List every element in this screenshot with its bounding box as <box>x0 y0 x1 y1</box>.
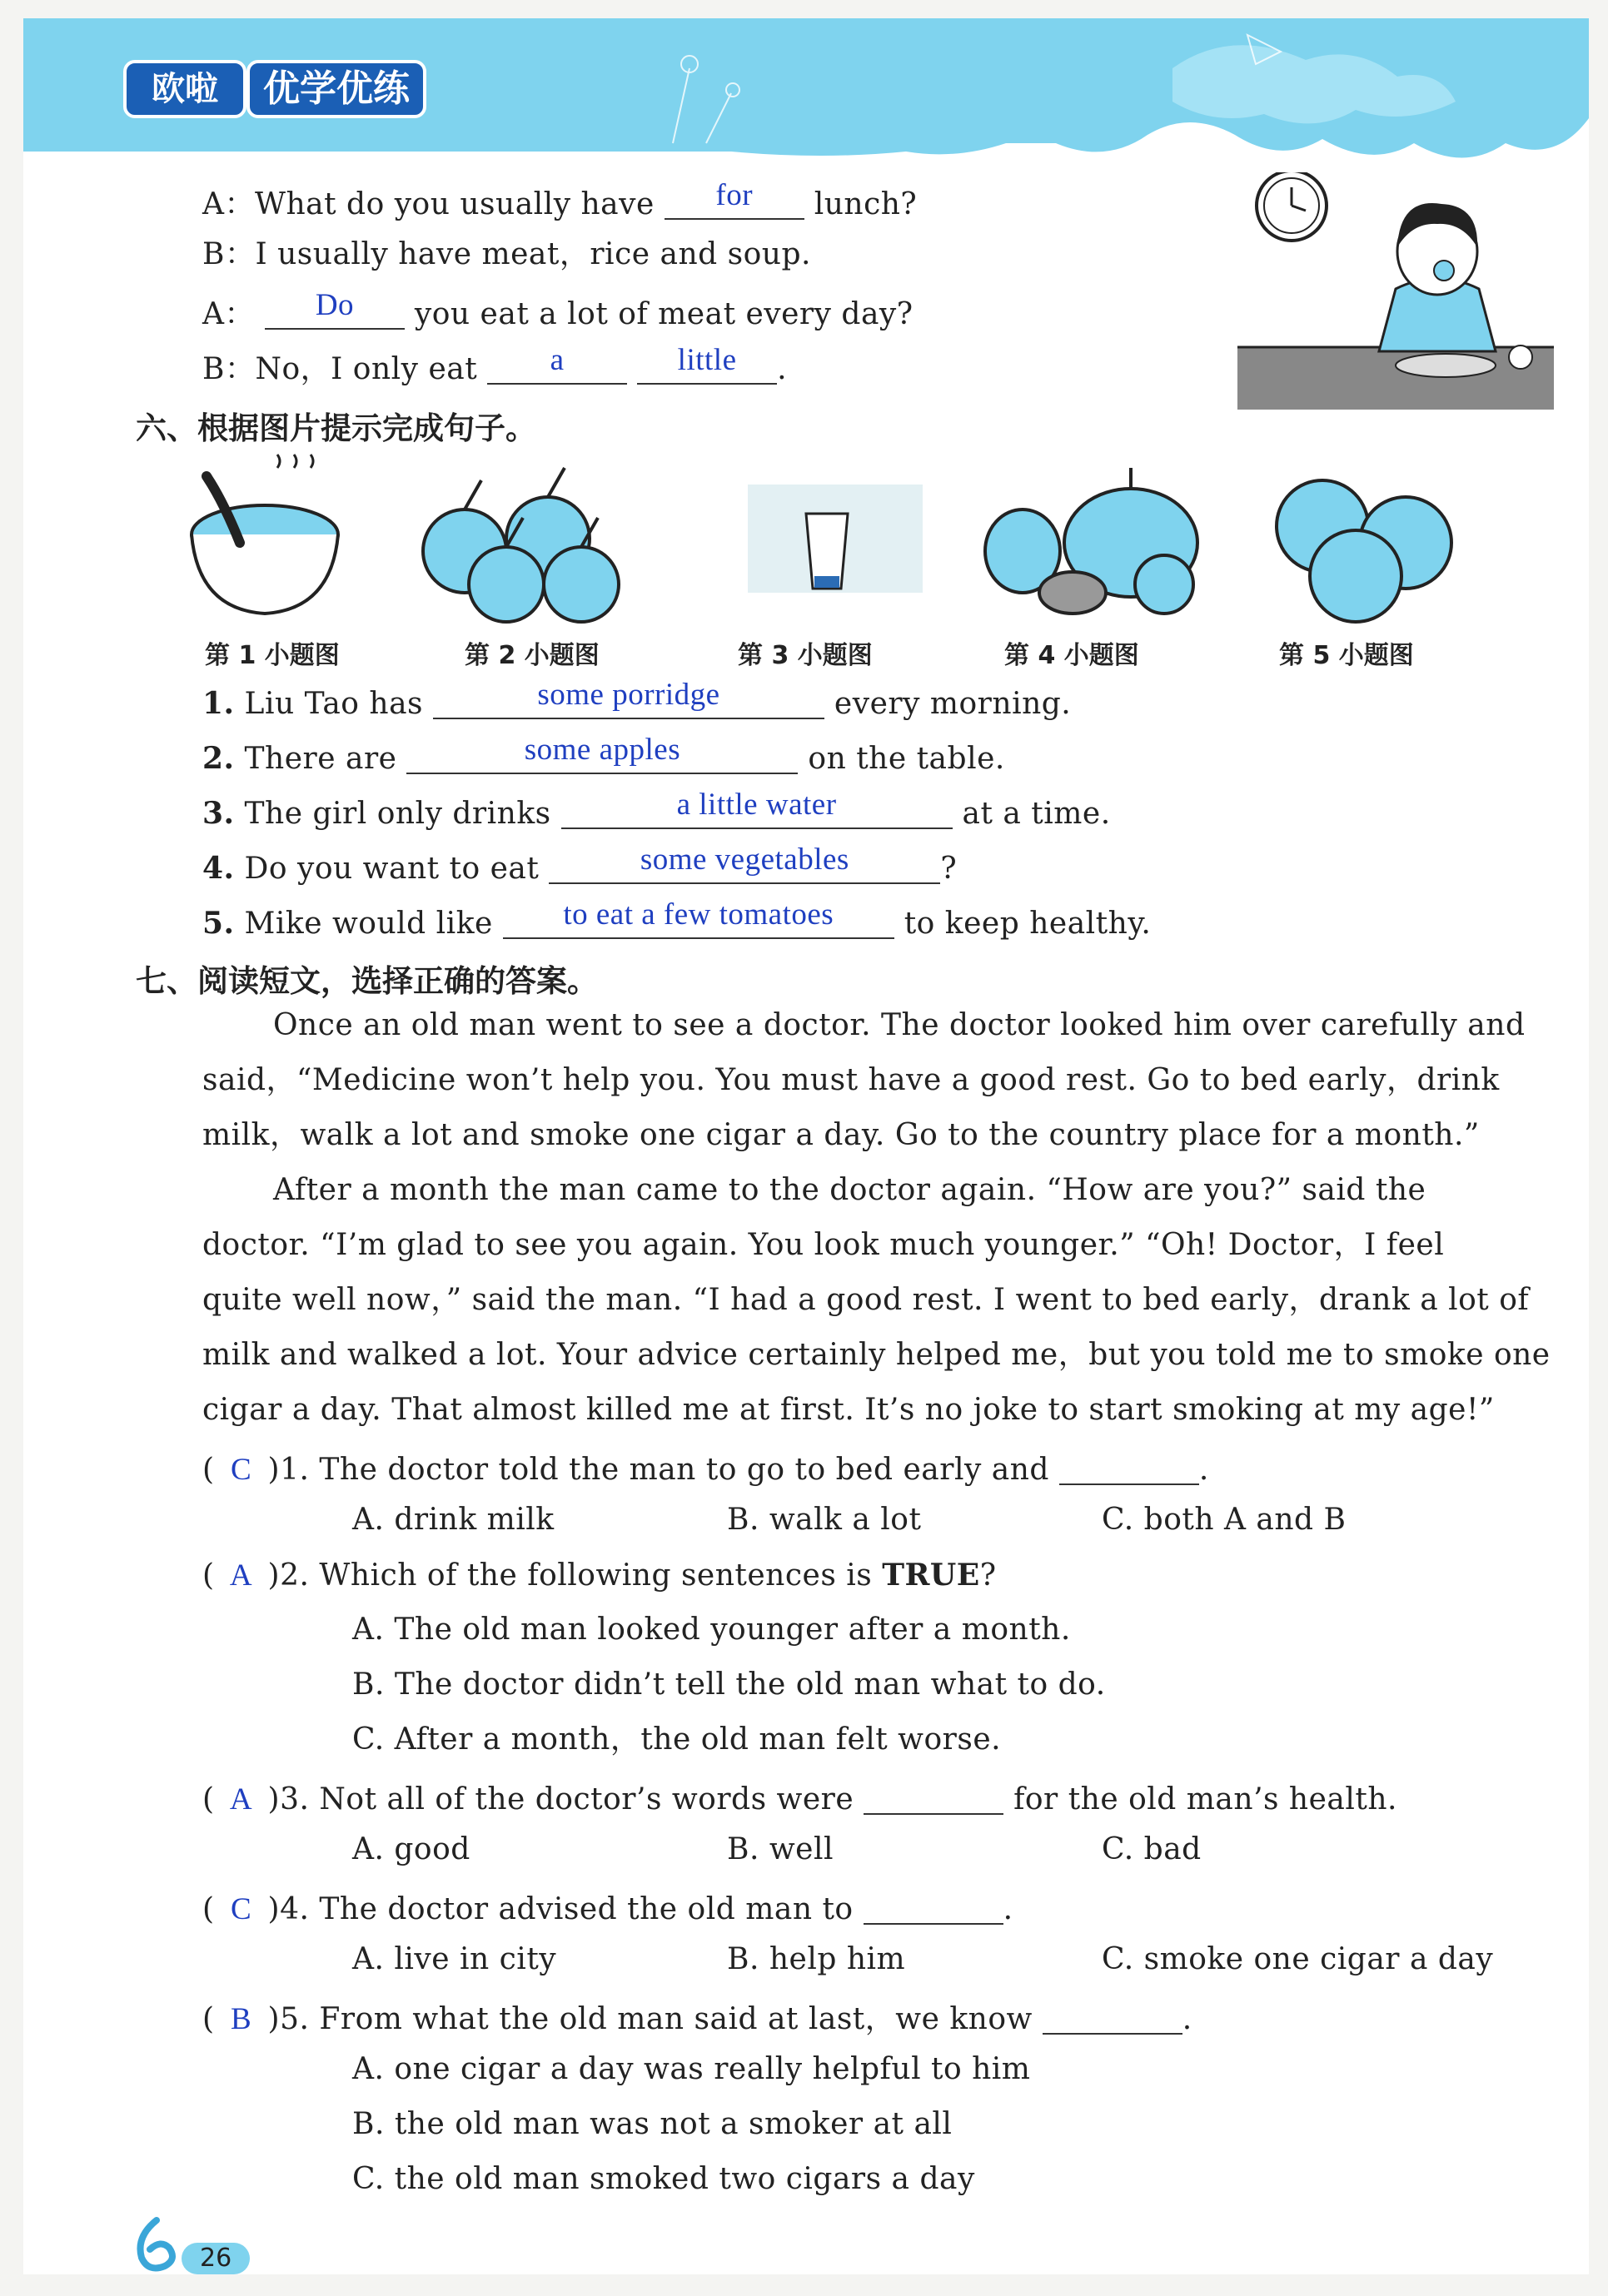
answer-blank <box>503 897 894 939</box>
question-1: ( C )1. The doctor told the man to go to bed early and . <box>202 1450 1209 1485</box>
option: A. one cigar a day was really helpful to him <box>352 2052 1031 2086</box>
question-3: ( A )3. Not all of the doctor’s words were for the old man’s health. <box>202 1780 1397 1815</box>
dialogue-text: B：I usually have meat，rice and soup. <box>202 237 811 271</box>
item-text: on the table. <box>808 742 1005 776</box>
option: B. help him <box>727 1942 906 1976</box>
option: C. After a month，the old man felt worse. <box>352 1722 1002 1757</box>
question-stem: Which of the following sentences is <box>319 1558 873 1593</box>
option: A. The old man looked younger after a month. <box>352 1613 1071 1647</box>
answer-blank <box>637 343 777 385</box>
dialogue-text: . <box>777 352 788 386</box>
picture-caption-4: 第 4 小题图 <box>1004 641 1139 670</box>
answer-text: some porridge <box>537 678 720 712</box>
question-number: )2. <box>267 1558 310 1593</box>
option: C. bad <box>1102 1832 1202 1866</box>
passage-line: quite well now，” said the man. “I had a good rest. I went to bed early，drank a lot of <box>202 1283 1530 1317</box>
answer-blank <box>561 788 953 829</box>
answer-blank <box>864 1780 1003 1815</box>
item-text: Mike would like <box>244 907 493 941</box>
page <box>23 18 1589 2274</box>
dialogue-text: you eat a lot of meat every day? <box>414 297 914 331</box>
answer-blank <box>864 1890 1003 1925</box>
section-6-title: 六、根据图片提示完成句子。 <box>136 410 536 446</box>
passage-line: doctor. “I’m glad to see you again. You look much younger.” “Oh! Doctor，I feel <box>202 1228 1445 1262</box>
header-title: 优学优练 <box>246 60 426 118</box>
page-number: 26 <box>182 2243 250 2274</box>
answer-blank <box>549 842 940 884</box>
boy-eating-illustration <box>1237 172 1554 410</box>
item-text: The girl only drinks <box>244 797 551 831</box>
question-number: )4. <box>267 1892 310 1926</box>
item-text: There are <box>244 742 397 776</box>
answer-blank <box>265 288 405 330</box>
question-number: )5. <box>267 2002 310 2036</box>
vegetables-picture <box>985 468 1197 614</box>
item-number: 4. <box>202 851 235 886</box>
option: C. smoke one cigar a day <box>1102 1942 1494 1976</box>
dialogue-line-3 <box>202 288 914 331</box>
answer-blank <box>433 678 824 719</box>
question-stem: ? <box>979 1558 997 1593</box>
question-stem: . <box>1003 1892 1013 1926</box>
question-answer: B <box>230 2002 252 2036</box>
dialogue-text: A： <box>202 297 255 331</box>
header-brand-badge: 欧啦 <box>123 60 246 118</box>
section-7-title: 七、阅读短文，选择正确的答案。 <box>136 963 598 999</box>
fill-item-1 <box>202 678 1072 721</box>
item-text: to keep healthy. <box>904 907 1152 941</box>
fill-item-3 <box>202 788 1111 831</box>
answer-text: Do <box>315 288 355 322</box>
porridge-bowl-picture <box>192 455 338 614</box>
option: B. The doctor didn’t tell the old man what to do. <box>352 1667 1106 1702</box>
question-stem: Not all of the doctor’s words were <box>319 1782 854 1816</box>
answer-text: a little water <box>676 788 837 822</box>
question-stem: for the old man’s health. <box>1013 1782 1397 1816</box>
answer-blank <box>406 733 798 774</box>
passage-line: After a month the man came to the doctor again. “How are you?” said the <box>273 1173 1426 1207</box>
question-answer: C <box>230 1892 252 1926</box>
question-5: ( B )5. From what the old man said at last，we know . <box>202 2000 1192 2035</box>
answer-text: a <box>550 343 565 377</box>
option: A. live in city <box>352 1942 557 1976</box>
tomatoes-picture <box>1277 480 1451 622</box>
item-number: 2. <box>202 741 235 776</box>
question-stem: . <box>1198 1453 1209 1487</box>
picture-caption-3: 第 3 小题图 <box>738 641 873 670</box>
item-number: 5. <box>202 906 235 941</box>
question-answer: A <box>229 1782 253 1816</box>
item-text: Do you want to eat <box>244 852 540 886</box>
answer-blank <box>665 178 804 220</box>
option: B. walk a lot <box>727 1503 922 1537</box>
dialogue-line-4 <box>202 343 788 386</box>
page-number-swirl-icon <box>132 2216 182 2274</box>
passage-line: milk and walked a lot. Your advice certainly helped me，but you told me to smoke one <box>202 1338 1551 1372</box>
section-6-pictures <box>190 451 1489 626</box>
option: A. drink milk <box>352 1503 555 1537</box>
picture-caption-2: 第 2 小题图 <box>465 641 600 670</box>
answer-text: for <box>715 178 754 212</box>
dialogue-text: B：No，I only eat <box>202 352 478 386</box>
answer-blank <box>1043 2000 1182 2035</box>
question-stem: From what the old man said at last，we know <box>319 2002 1033 2036</box>
apples-picture <box>423 468 619 622</box>
fill-item-2 <box>202 733 1005 776</box>
answer-text: little <box>677 343 737 377</box>
question-number: )1. <box>267 1453 310 1487</box>
question-number: )3. <box>267 1782 310 1816</box>
answer-blank <box>487 343 627 385</box>
item-text: at a time. <box>962 797 1111 831</box>
answer-text: some vegetables <box>640 842 849 877</box>
option: C. the old man smoked two cigars a day <box>352 2162 975 2196</box>
question-2: ( A )2. Which of the following sentences is TRUE? <box>202 1558 997 1593</box>
answer-blank <box>1059 1450 1199 1485</box>
question-stem: The doctor told the man to go to bed early and <box>319 1453 1049 1487</box>
dialogue-line-1 <box>202 178 918 221</box>
question-answer: A <box>229 1558 253 1593</box>
dialogue-text: lunch? <box>814 187 918 221</box>
passage-line: said，“Medicine won’t help you. You must have a good rest. Go to bed early，drink <box>202 1063 1500 1097</box>
item-number: 3. <box>202 796 235 831</box>
option: B. the old man was not a smoker at all <box>352 2107 953 2141</box>
dialogue-text: A：What do you usually have <box>202 187 655 221</box>
fill-item-4 <box>202 842 958 886</box>
question-4: ( C )4. The doctor advised the old man to . <box>202 1890 1013 1925</box>
item-number: 1. <box>202 686 235 721</box>
fill-item-5 <box>202 897 1152 941</box>
item-text: every morning. <box>834 687 1072 721</box>
item-text: ? <box>940 852 958 886</box>
picture-caption-5: 第 5 小题图 <box>1279 641 1414 670</box>
question-stem: The doctor advised the old man to <box>319 1892 854 1926</box>
answer-text: to eat a few tomatoes <box>563 897 834 932</box>
answer-text: some apples <box>524 733 681 767</box>
passage-line: Once an old man went to see a doctor. The doctor looked him over carefully and <box>273 1008 1526 1042</box>
picture-caption-1: 第 1 小题图 <box>205 641 340 670</box>
option: A. good <box>352 1832 470 1866</box>
passage-line: milk，walk a lot and smoke one cigar a day. Go to the country place for a month.” <box>202 1118 1480 1152</box>
question-stem-bold: TRUE <box>882 1558 980 1593</box>
option: B. well <box>727 1832 834 1866</box>
question-stem: . <box>1182 2002 1192 2036</box>
question-answer: C <box>230 1453 252 1487</box>
item-text: Liu Tao has <box>244 687 424 721</box>
glass-of-water-picture <box>748 485 923 593</box>
option: C. both A and B <box>1102 1503 1347 1537</box>
dialogue-line-2 <box>202 237 811 271</box>
passage-line: cigar a day. That almost killed me at first. It’s no joke to start smoking at my age!” <box>202 1393 1495 1427</box>
